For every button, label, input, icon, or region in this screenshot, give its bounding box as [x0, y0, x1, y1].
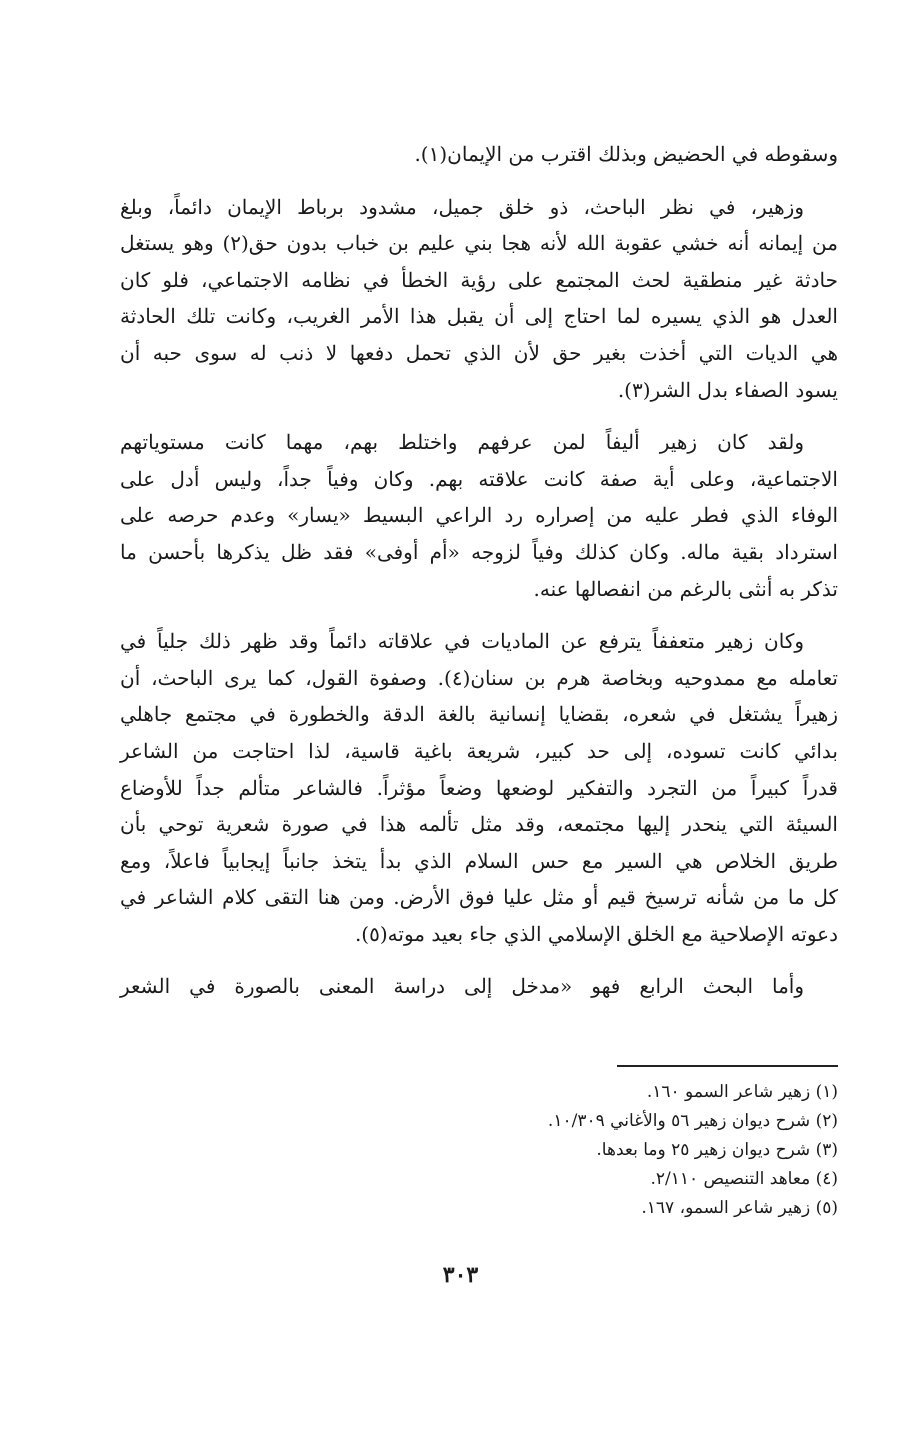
footnote-separator	[617, 1065, 838, 1067]
text-line: استرداد بقية ماله. وكان كذلك وفياً لزوجه «أم أوفى» فقد ظل يذكرها بأحسن ما	[120, 539, 838, 564]
text-line: من إيمانه أنه خشي عقوبة الله لأنه هجا بني عليم بن خباب بدون حق(٢) وهو يستغل	[120, 231, 838, 256]
footnotes	[420, 1078, 838, 1223]
text-line: قدراً كبيراً من التجرد والتفكير لوضعها وضعاً مؤثراً. فالشاعر متألم جداً للأوضاع	[120, 775, 838, 800]
text-line: بدائي كانت تسوده، إلى حد كبير، شريعة باغية قاسية، لذا احتاجت من الشاعر	[120, 738, 838, 763]
text-line: السيئة التي ينحدر إليها مجتمعه، وقد مثل تألمه هذا في صورة شعرية توحي بأن	[120, 812, 838, 837]
text-line: وزهير، في نظر الباحث، ذو خلق جميل، مشدود برباط الإيمان دائماً، وبلغ	[120, 194, 804, 219]
paragraph-gap	[120, 173, 838, 189]
text-line: هي الديات التي أخذت بغير حق لأن الذي تحمل دفعها لا ذنب له سوى حبه أن	[120, 340, 838, 365]
text-line: حادثة غير منطقية لحث المجتمع على رؤية الخطأ في نظامه الاجتماعي، فلو كان	[120, 267, 838, 292]
text-line: طريق الخلاص هي السير مع حس السلام الذي بدأ يتخذ جانباً إيجابياً فاعلاً، ومع	[120, 848, 838, 873]
text-line: وسقوطه في الحضيض وبذلك اقترب من الإيمان(١).	[414, 142, 838, 166]
text-line: الوفاء الذي فطر عليه من إصراره رد الراعي البسيط «يسار» وعدم حرصه على	[120, 503, 838, 528]
text-line: زهيراً يشتغل في شعره، بقضايا إنسانية بالغة الدقة والخطورة في مجتمع جاهلي	[120, 702, 838, 727]
text-line: تذكر به أنثى بالرغم من انفصالها عنه.	[533, 576, 838, 601]
paragraph-2	[120, 189, 838, 409]
paragraph-gap	[120, 408, 838, 424]
footnote-5: (٥) زهير شاعر السمو، ١٦٧.	[641, 1198, 838, 1218]
paragraph-gap	[120, 607, 838, 623]
paragraph-gap	[120, 952, 838, 968]
footnote-2: (٢) شرح ديوان زهير ٥٦ والأغاني ١٠/٣٠٩.	[547, 1111, 838, 1131]
text-line: يسود الصفاء بدل الشر(٣).	[617, 377, 838, 402]
paragraph-3	[120, 424, 838, 607]
paragraph-1	[120, 136, 838, 173]
text-line: ولقد كان زهير أليفاً لمن عرفهم واختلط بهم، مهما كانت مستوياتهم	[120, 430, 804, 455]
text-line: تعامله مع ممدوحيه وبخاصة هرم بن سنان(٤). وصفوة القول، كما يرى الباحث، أن	[120, 665, 838, 690]
text-line: العدل هو الذي يسيره لما احتاج إلى أن يقبل هذا الأمر الغريب، وكانت تلك الحادثة	[120, 304, 838, 329]
body-text	[120, 136, 838, 1005]
footnote-3: (٣) شرح ديوان زهير ٢٥ وما بعدها.	[596, 1140, 838, 1160]
text-line: كل ما من شأنه ترسيخ قيم أو مثل عليا فوق الأرض. ومن هنا التقى كلام الشاعر في	[120, 885, 838, 910]
footnote-1: (١) زهير شاعر السمو ١٦٠.	[646, 1082, 838, 1102]
text-line: الاجتماعية، وعلى أية صفة كانت علاقته بهم. وكان وفياً جداً، وليس أدل على	[120, 466, 838, 491]
footnote-4: (٤) معاهد التنصيص ٢/١١٠.	[650, 1169, 838, 1189]
page-number: ٣٠٣	[442, 1262, 479, 1288]
text-line: وكان زهير متعففاً يترفع عن الماديات في علاقاته دائماً وقد ظهر ذلك جلياً في	[120, 629, 804, 654]
text-line: وأما البحث الرابع فهو «مدخل إلى دراسة المعنى بالصورة في الشعر	[120, 974, 804, 999]
text-line: دعوته الإصلاحية مع الخلق الإسلامي الذي جاء بعيد موته(٥).	[354, 921, 838, 946]
paragraph-4	[120, 623, 838, 952]
paragraph-5	[120, 968, 838, 1005]
